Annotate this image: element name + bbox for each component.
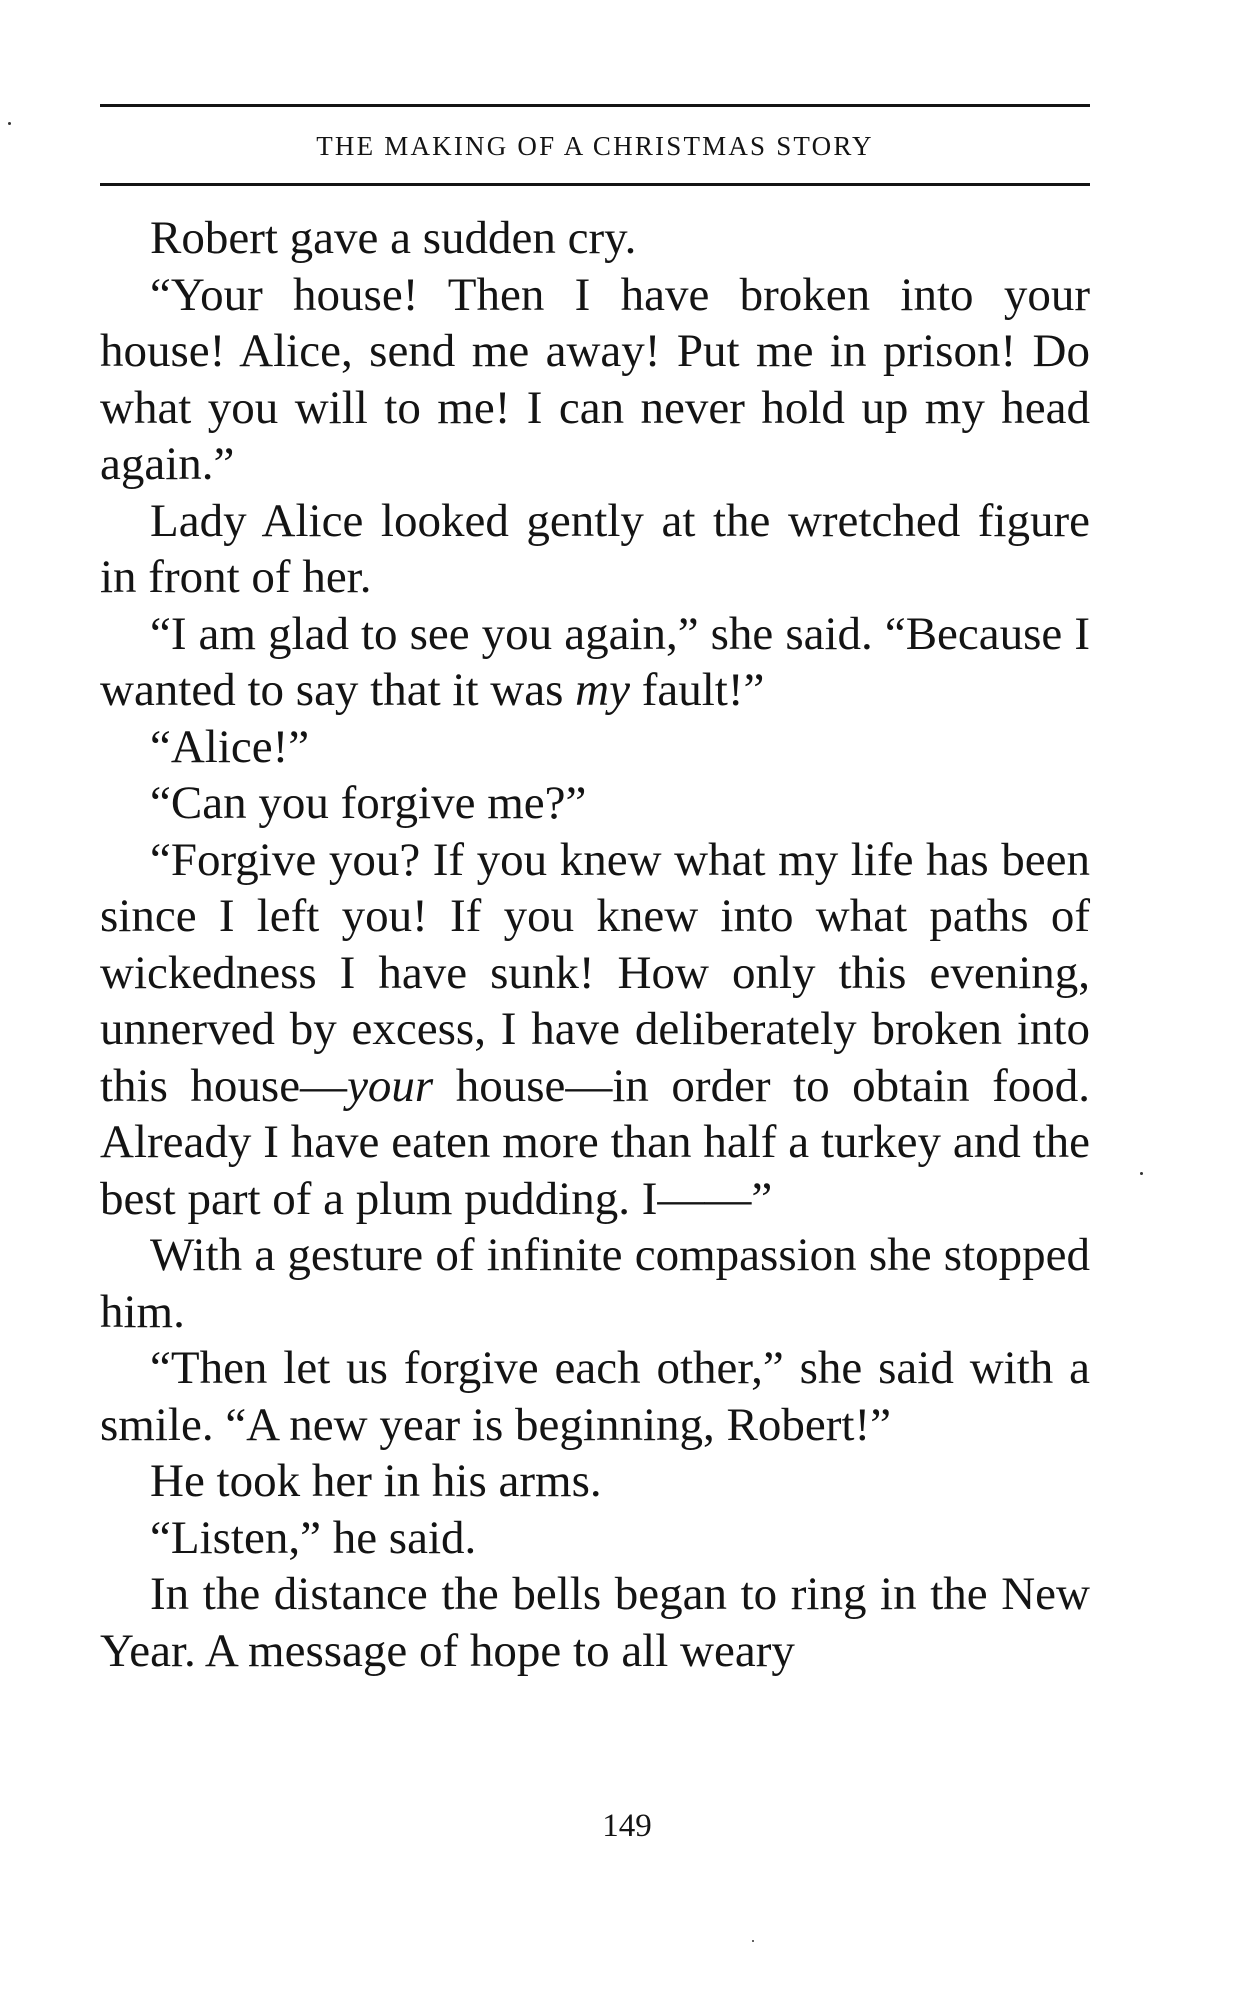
paragraph [100, 1340, 1090, 1453]
text-run: Robert gave a sudden cry. [150, 212, 637, 264]
paragraph [100, 775, 1090, 832]
text-run: “Can you forgive me?” [150, 777, 587, 829]
body-text [100, 210, 1090, 1679]
italic-text-run: your [347, 1059, 434, 1112]
book-page [100, 104, 1090, 1679]
paragraph [100, 832, 1090, 1228]
scan-speck [1140, 1172, 1143, 1175]
text-run: “Alice!” [150, 720, 310, 773]
text-run: With a gesture of infinite compassion she stopped him. [100, 1229, 1090, 1338]
text-run: “Listen,” he said. [150, 1511, 477, 1564]
text-run: He took her in his arms. [150, 1455, 602, 1507]
text-run: Lady Alice looked gently at the wretched figure in front of her. [100, 494, 1090, 603]
paragraph [100, 1227, 1090, 1340]
paragraph [100, 210, 1090, 267]
text-run: “Forgive you? If you knew what my life has been since I left you! If you knew into what paths of wickedness I have sunk! How only this evening, unnerved by excess, I have deliberately broken into this house— [100, 833, 1090, 1112]
scan-speck [8, 122, 11, 125]
paragraph [100, 493, 1090, 606]
text-run: fault!” [629, 664, 765, 716]
page-number: 149 [602, 1808, 652, 1844]
header-rule-bottom [100, 183, 1090, 186]
paragraph [100, 1510, 1090, 1567]
text-run: house—in order to obtain food. Already I have eaten more than half a turkey and the best part of a plum pudding. I——” [100, 1059, 1091, 1225]
italic-text-run: my [575, 664, 630, 716]
text-run: “Your house! Then I have broken into your house! Alice, send me away! Put me in prison! Do what you will to me! I can never hold up my head again.” [100, 268, 1090, 490]
paragraph [100, 267, 1090, 493]
paragraph [100, 606, 1090, 719]
paragraph [100, 1566, 1090, 1679]
paragraph [100, 719, 1090, 776]
running-head: THE MAKING OF A CHRISTMAS STORY [316, 131, 874, 161]
header-rule-top [100, 104, 1090, 107]
paragraph [100, 1453, 1090, 1510]
text-run: “I am glad to see you again,” she said. “Because I wanted to say that it was [100, 607, 1090, 716]
text-run: In the distance the bells began to ring in the New Year. A message of hope to all weary [100, 1568, 1090, 1677]
text-run: “Then let us forgive each other,” she said with a smile. “A new year is beginning, Robert!” [100, 1342, 1090, 1451]
scan-speck [752, 1940, 754, 1942]
